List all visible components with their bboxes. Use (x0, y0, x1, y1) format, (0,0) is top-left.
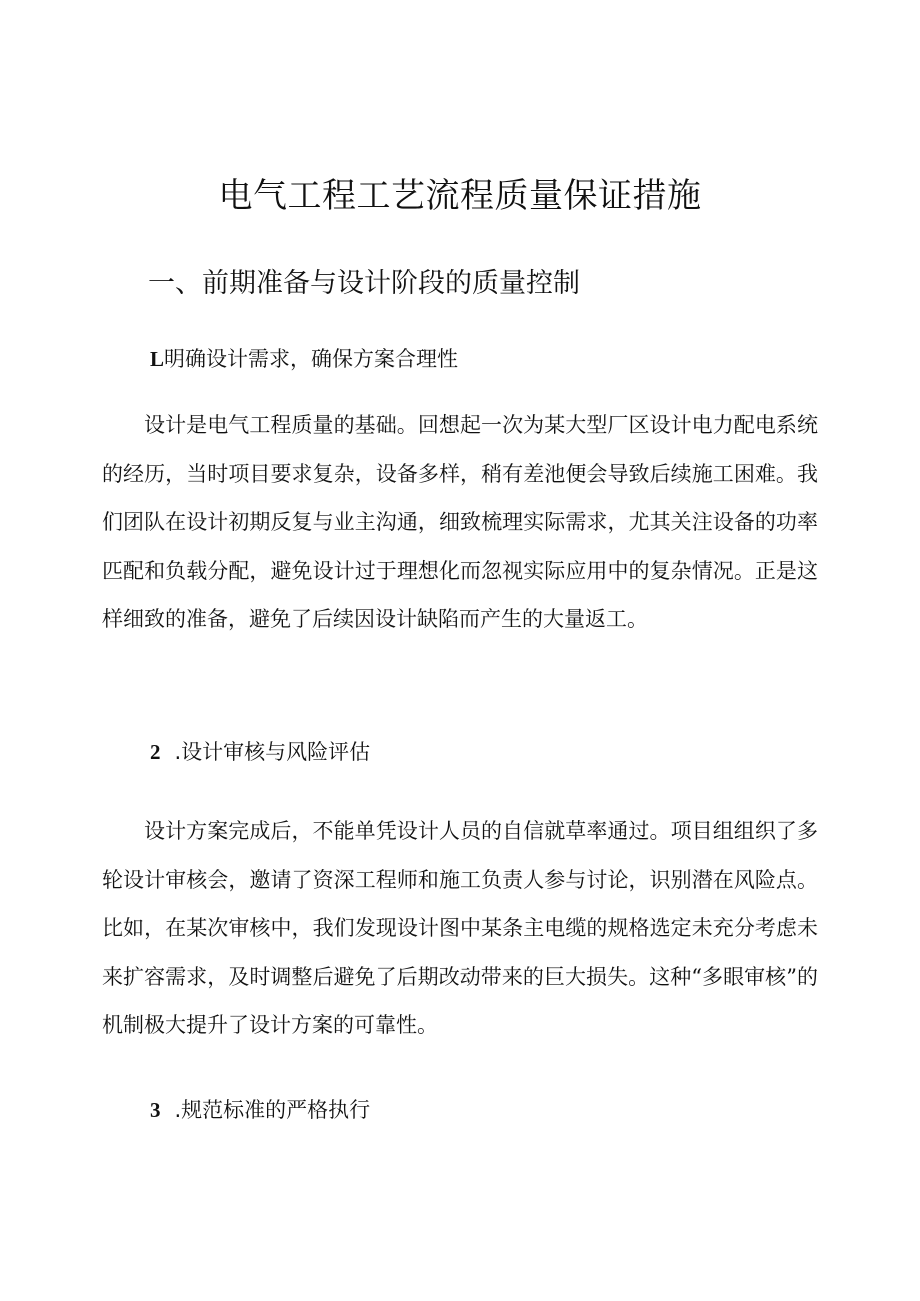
paragraph-2: 设计方案完成后，不能单凭设计人员的自信就草率通过。项目组组织了多轮设计审核会，邀请了资深工程师和施工负责人参与讨论，识别潜在风险点。比如，在某次审核中，我们发现设计图中某条主电缆的规格选定未充分考虑未来扩容需求，及时调整后避免了后期改动带来的巨大损失。这种“多眼审核”的机制极大提升了设计方案的可靠性。 (102, 819, 818, 1037)
subsection-title-2: .设计审核与风险评估 (174, 740, 371, 764)
section-heading-1: 一、前期准备与设计阶段的质量控制 (148, 268, 580, 299)
subsection-heading-3 (150, 1092, 370, 1128)
subsection-number-1: L (150, 347, 165, 371)
subsection-title-3: .规范标准的严格执行 (174, 1098, 371, 1122)
subsection-number-2: 2 (150, 740, 161, 764)
subsection-heading-1 (150, 341, 458, 377)
subsection-title-1: 明确设计需求，确保方案合理性 (164, 347, 459, 371)
paragraph-1: 设计是电气工程质量的基础。回想起一次为某大型厂区设计电力配电系统的经历，当时项目要求复杂，设备多样，稍有差池便会导致后续施工困难。我们团队在设计初期反复与业主沟通，细致梳理实际需求，尤其关注设备的功率匹配和负载分配，避免设计过于理想化而忽视实际应用中的复杂情况。正是这样细致的准备，避免了后续因设计缺陷而产生的大量返工。 (102, 413, 818, 631)
document-title: 电气工程工艺流程质量保证措施 (218, 176, 702, 216)
subsection-heading-2 (150, 734, 370, 770)
subsection-number-3: 3 (150, 1098, 161, 1122)
